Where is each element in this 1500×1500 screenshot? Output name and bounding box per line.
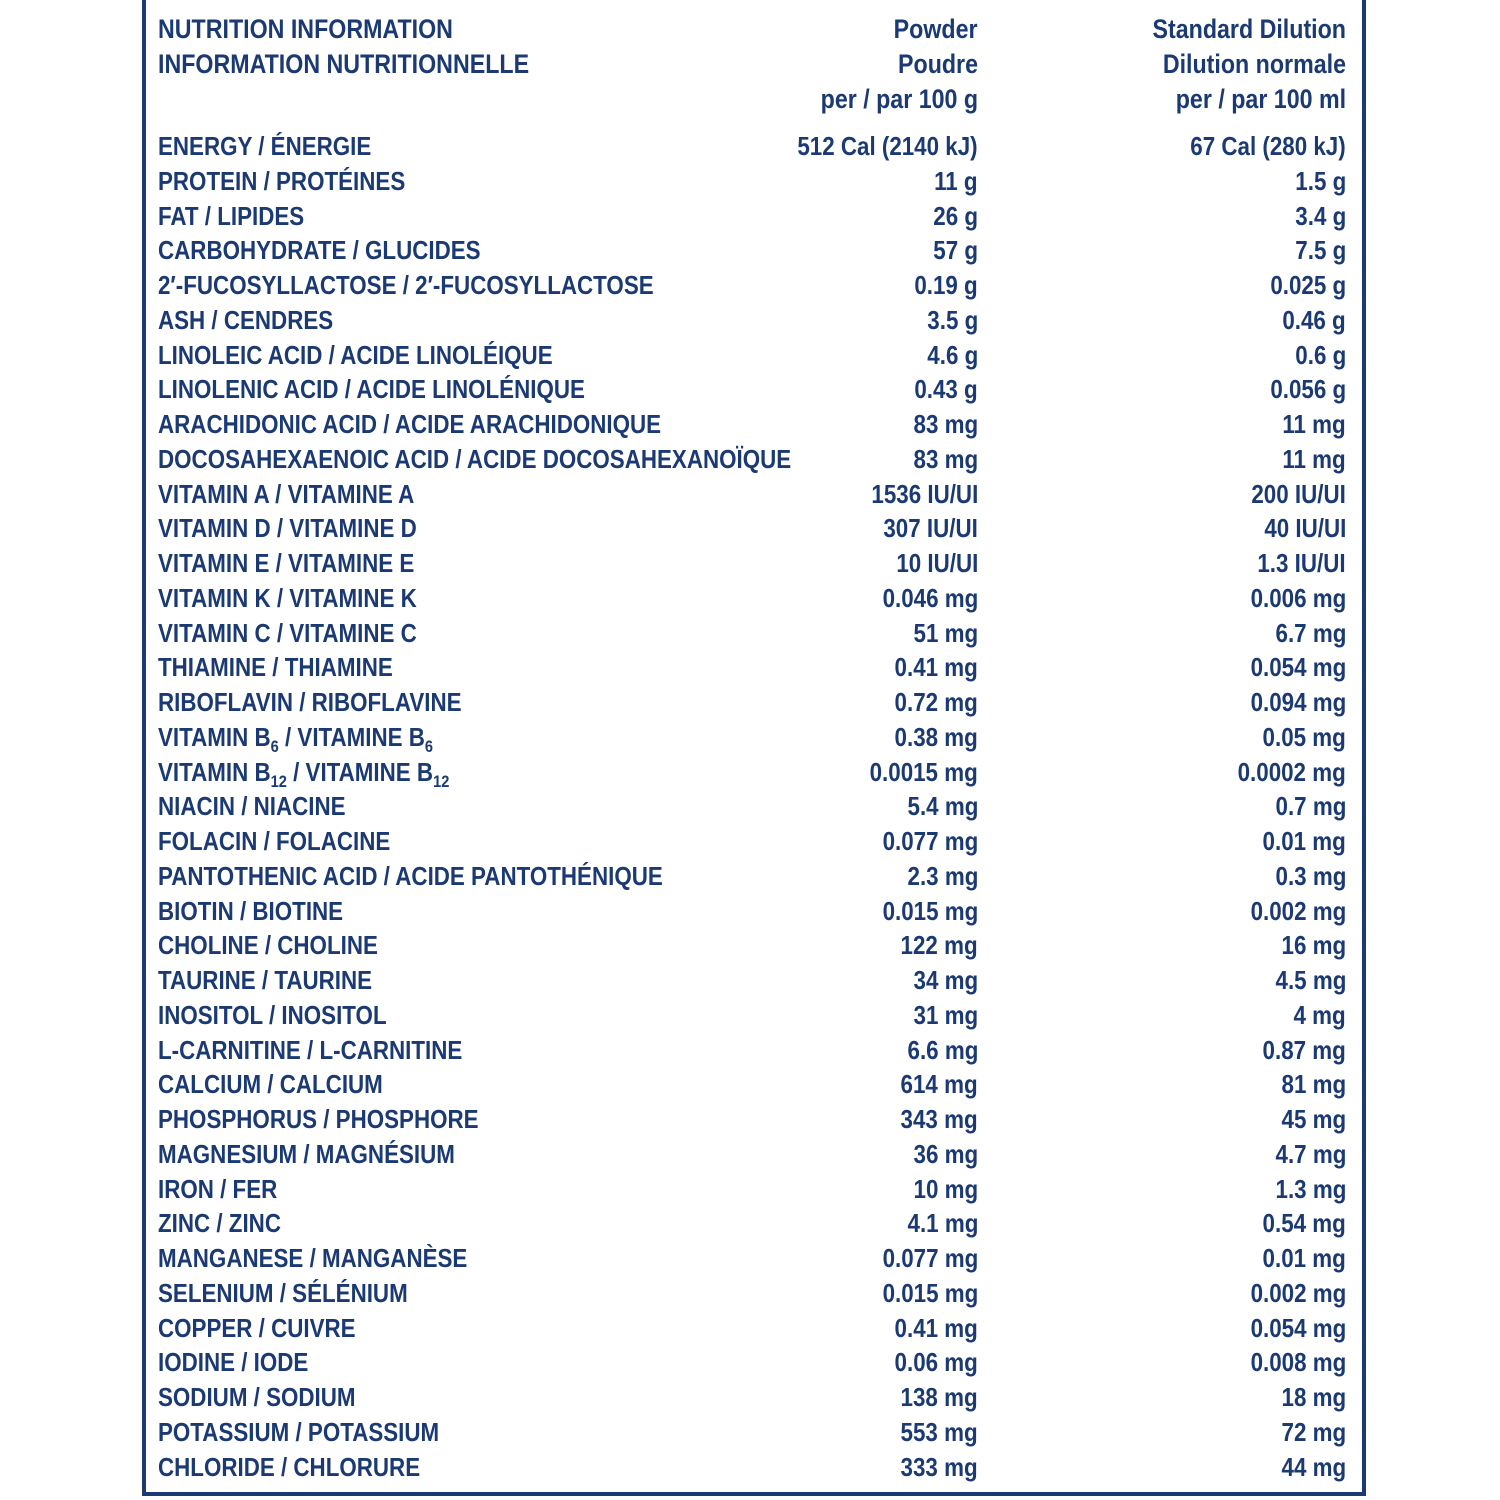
dilution-header-fr: Dilution normale	[1162, 49, 1346, 79]
label-text: / VITAMINE B	[278, 722, 425, 752]
nutrient-label: PANTOTHENIC ACID / ACIDE PANTOTHÉNIQUE	[158, 861, 663, 891]
dilution-value: 45 mg	[1281, 1104, 1346, 1134]
powder-value: 0.015 mg	[882, 896, 978, 926]
dilution-value: 4.7 mg	[1275, 1139, 1346, 1169]
powder-value: 512 Cal (2140 kJ)	[797, 131, 978, 161]
dilution-value: 0.006 mg	[1250, 583, 1346, 613]
powder-header-en: Powder	[894, 14, 978, 44]
powder-value: 3.5 g	[927, 305, 978, 335]
title-fr: INFORMATION NUTRITIONNELLE	[158, 49, 530, 79]
nutrient-label: COPPER / CUIVRE	[158, 1313, 356, 1343]
powder-value: 51 mg	[913, 618, 978, 648]
nutrient-label: VITAMIN K / VITAMINE K	[158, 583, 417, 613]
dilution-value: 0.01 mg	[1262, 1243, 1346, 1273]
dilution-value: 0.0002 mg	[1237, 757, 1346, 787]
nutrient-label: SODIUM / SODIUM	[158, 1382, 356, 1412]
powder-value: 83 mg	[913, 444, 978, 474]
powder-value: 10 mg	[913, 1174, 978, 1204]
dilution-value: 1.5 g	[1295, 166, 1346, 196]
dilution-value: 0.3 mg	[1275, 861, 1346, 891]
dilution-value: 3.4 g	[1295, 201, 1346, 231]
powder-value: 0.19 g	[914, 270, 978, 300]
dilution-value: 0.056 g	[1270, 374, 1346, 404]
nutrient-label: 2′-FUCOSYLLACTOSE / 2′-FUCOSYLLACTOSE	[158, 270, 654, 300]
dilution-value: 7.5 g	[1295, 235, 1346, 265]
nutrient-label: ZINC / ZINC	[158, 1208, 281, 1238]
dilution-value: 1.3 mg	[1275, 1174, 1346, 1204]
nutrient-label: THIAMINE / THIAMINE	[158, 652, 393, 682]
nutrient-label: BIOTIN / BIOTINE	[158, 896, 344, 926]
powder-value: 0.38 mg	[894, 722, 978, 752]
powder-value: 307 IU/UI	[883, 513, 978, 543]
nutrient-label: VITAMIN D / VITAMINE D	[158, 513, 417, 543]
dilution-value: 0.008 mg	[1250, 1347, 1346, 1377]
powder-value: 5.4 mg	[907, 791, 978, 821]
nutrient-label: RIBOFLAVIN / RIBOFLAVINE	[158, 687, 462, 717]
label-text: VITAMIN B	[158, 722, 271, 752]
nutrient-label: CHOLINE / CHOLINE	[158, 930, 378, 960]
powder-value: 333 mg	[900, 1452, 978, 1482]
nutrient-label: LINOLENIC ACID / ACIDE LINOLÉNIQUE	[158, 374, 585, 404]
powder-value: 343 mg	[900, 1104, 978, 1134]
dilution-value: 40 IU/UI	[1263, 513, 1346, 543]
powder-value: 4.1 mg	[907, 1208, 978, 1238]
dilution-value: 6.7 mg	[1275, 618, 1346, 648]
powder-value: 0.06 mg	[894, 1347, 978, 1377]
nutrient-label: FAT / LIPIDES	[158, 201, 305, 231]
dilution-value: 0.01 mg	[1262, 826, 1346, 856]
powder-value: 0.43 g	[914, 374, 978, 404]
dilution-value: 0.46 g	[1282, 305, 1346, 335]
nutrient-label: CARBOHYDRATE / GLUCIDES	[158, 235, 481, 265]
dilution-value: 0.054 mg	[1250, 652, 1346, 682]
dilution-value: 16 mg	[1281, 930, 1346, 960]
powder-value: 0.72 mg	[894, 687, 978, 717]
powder-value: 1536 IU/UI	[871, 479, 978, 509]
dilution-value: 0.054 mg	[1250, 1313, 1346, 1343]
nutrient-label: TAURINE / TAURINE	[158, 965, 373, 995]
powder-value: 26 g	[933, 201, 978, 231]
powder-value: 0.015 mg	[882, 1278, 978, 1308]
powder-value: 83 mg	[913, 409, 978, 439]
nutrient-label: L-CARNITINE / L-CARNITINE	[158, 1035, 463, 1065]
nutrient-label: MAGNESIUM / MAGNÉSIUM	[158, 1139, 455, 1169]
dilution-value: 0.7 mg	[1275, 791, 1346, 821]
powder-header-unit: per / par 100 g	[820, 84, 978, 114]
dilution-value: 4.5 mg	[1275, 965, 1346, 995]
dilution-value: 4 mg	[1293, 1000, 1346, 1030]
dilution-value: 18 mg	[1281, 1382, 1346, 1412]
powder-value: 138 mg	[900, 1382, 978, 1412]
dilution-value: 67 Cal (280 kJ)	[1190, 131, 1346, 161]
powder-value: 122 mg	[900, 930, 978, 960]
dilution-value: 0.094 mg	[1250, 687, 1346, 717]
powder-value: 57 g	[933, 235, 978, 265]
nutrient-label: VITAMIN C / VITAMINE C	[158, 618, 417, 648]
label-text: VITAMIN B	[158, 757, 271, 787]
dilution-value: 0.6 g	[1295, 340, 1346, 370]
dilution-value: 81 mg	[1281, 1069, 1346, 1099]
dilution-value: 0.002 mg	[1250, 896, 1346, 926]
label-text: / VITAMINE B	[286, 757, 434, 787]
powder-header-fr: Poudre	[898, 49, 978, 79]
dilution-value: 0.002 mg	[1250, 1278, 1346, 1308]
nutrient-label: CALCIUM / CALCIUM	[158, 1069, 383, 1099]
dilution-value: 11 mg	[1282, 409, 1346, 439]
nutrient-label: VITAMIN A / VITAMINE A	[158, 479, 415, 509]
powder-value: 11 g	[934, 166, 978, 196]
nutrient-label: ASH / CENDRES	[158, 305, 334, 335]
subscript: 6	[424, 737, 434, 756]
nutrient-label: NIACIN / NIACINE	[158, 791, 346, 821]
dilution-header-en: Standard Dilution	[1152, 14, 1346, 44]
nutrient-label: FOLACIN / FOLACINE	[158, 826, 391, 856]
powder-value: 553 mg	[900, 1417, 978, 1447]
dilution-value: 0.54 mg	[1262, 1208, 1346, 1238]
dilution-value: 1.3 IU/UI	[1257, 548, 1346, 578]
dilution-value: 0.05 mg	[1262, 722, 1346, 752]
nutrient-label: MANGANESE / MANGANÈSE	[158, 1243, 468, 1273]
nutrient-label: SELENIUM / SÉLÉNIUM	[158, 1278, 408, 1308]
powder-value: 36 mg	[913, 1139, 978, 1169]
powder-value: 0.046 mg	[882, 583, 978, 613]
nutrient-label: ENERGY / ÉNERGIE	[158, 131, 372, 161]
nutrient-label: PHOSPHORUS / PHOSPHORE	[158, 1104, 479, 1134]
nutrient-label: CHLORIDE / CHLORURE	[158, 1452, 421, 1482]
powder-value: 0.077 mg	[882, 826, 978, 856]
powder-value: 31 mg	[913, 1000, 978, 1030]
powder-value: 6.6 mg	[907, 1035, 978, 1065]
powder-value: 34 mg	[913, 965, 978, 995]
nutrient-label: IRON / FER	[158, 1174, 278, 1204]
dilution-value: 11 mg	[1282, 444, 1346, 474]
title-en: NUTRITION INFORMATION	[158, 14, 453, 44]
subscript: 6	[270, 737, 279, 756]
nutrient-label: LINOLEIC ACID / ACIDE LINOLÉIQUE	[158, 340, 553, 370]
powder-value: 0.077 mg	[882, 1243, 978, 1273]
nutrient-label: DOCOSAHEXAENOIC ACID / ACIDE DOCOSAHEXANOÏQUE	[158, 444, 792, 474]
subscript: 12	[270, 772, 287, 791]
nutrient-label	[158, 720, 433, 758]
powder-value: 614 mg	[900, 1069, 978, 1099]
nutrient-label: VITAMIN E / VITAMINE E	[158, 548, 415, 578]
dilution-value: 44 mg	[1281, 1452, 1346, 1482]
dilution-value: 72 mg	[1281, 1417, 1346, 1447]
dilution-value: 200 IU/UI	[1251, 479, 1346, 509]
dilution-value: 0.025 g	[1270, 270, 1346, 300]
powder-value: 0.41 mg	[894, 1313, 978, 1343]
powder-value: 4.6 g	[927, 340, 978, 370]
nutrient-label	[158, 755, 449, 793]
powder-value: 2.3 mg	[907, 861, 978, 891]
dilution-header-unit: per / par 100 ml	[1175, 84, 1346, 114]
nutrient-label: IODINE / IODE	[158, 1347, 309, 1377]
nutrient-label: INOSITOL / INOSITOL	[158, 1000, 387, 1030]
subscript: 12	[433, 772, 450, 791]
dilution-value: 0.87 mg	[1262, 1035, 1346, 1065]
nutrient-label: PROTEIN / PROTÉINES	[158, 166, 406, 196]
powder-value: 0.41 mg	[894, 652, 978, 682]
powder-value: 10 IU/UI	[895, 548, 978, 578]
powder-value: 0.0015 mg	[869, 757, 978, 787]
nutrient-label: POTASSIUM / POTASSIUM	[158, 1417, 440, 1447]
nutrient-label: ARACHIDONIC ACID / ACIDE ARACHIDONIQUE	[158, 409, 662, 439]
